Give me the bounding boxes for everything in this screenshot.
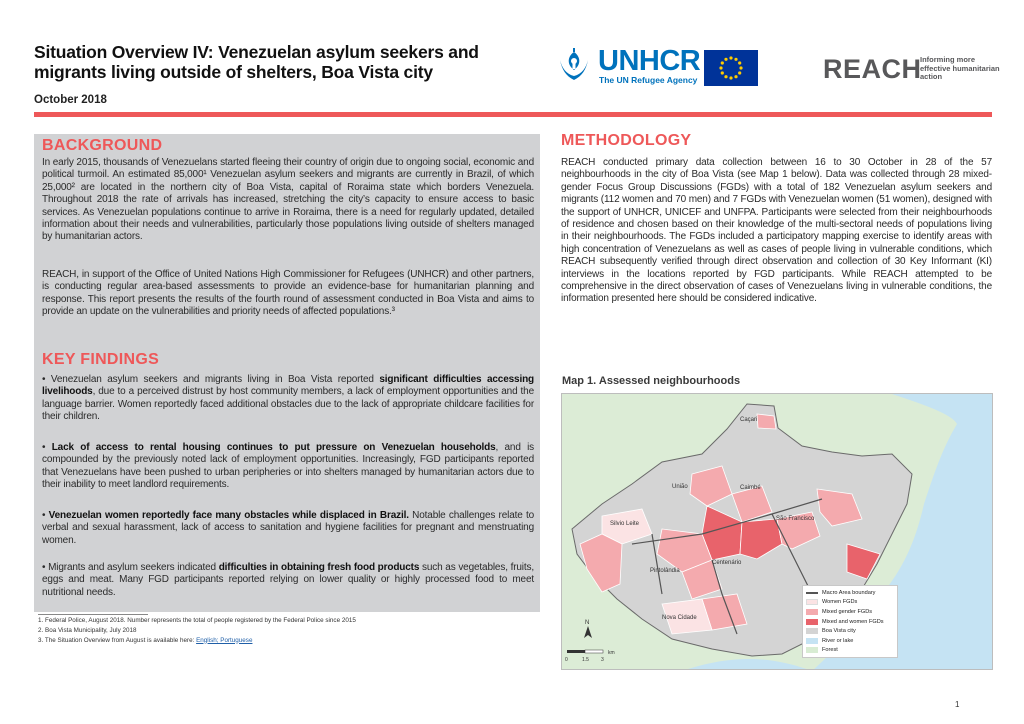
map-label-nova-cidade: Nova Cidade bbox=[662, 615, 697, 621]
legend-swatch bbox=[806, 638, 818, 644]
key-finding-2: • Lack of access to rental housing continues to put pressure on Venezuelan households, and is compounded by the previously noted lack of employment opportunities. Increasingly, FGD participants reported that Venezuelans have been pushed to urban peripheries or into shelters managed by humanitarian actors due to their inability to meet landlord requirements. bbox=[42, 442, 534, 491]
map-label-silvio-leite: Silvio Leite bbox=[610, 521, 640, 527]
key-finding-4: • Migrants and asylum seekers indicated difficulties in obtaining fresh food products such as vegetables, fruits, eggs and meat. Many FGD participants reported relying on lower quality or highly processed food to meet nutritional needs. bbox=[42, 562, 534, 598]
unhcr-logo-text: UNHCR bbox=[598, 45, 701, 77]
map-label-sao-francisco: São Francisco bbox=[776, 516, 815, 522]
map-label-cacari: Caçari bbox=[740, 417, 758, 423]
unhcr-tagline: The UN Refugee Agency bbox=[599, 75, 698, 85]
footnotes bbox=[38, 616, 538, 645]
legend-swatch bbox=[806, 647, 818, 653]
north-label: N bbox=[585, 620, 590, 626]
map-legend bbox=[802, 585, 898, 658]
legend-row: Women FGDs bbox=[806, 598, 894, 608]
page-number: 1 bbox=[955, 700, 960, 709]
methodology-heading: METHODOLOGY bbox=[561, 132, 692, 149]
background-paragraph-1: In early 2015, thousands of Venezuelans started fleeing their country of origin due to ongoing social, economic and political turmoil. An estimated 85,000¹ Venezuelan asylum seekers and migrants are currently in Brazil, of which 25,000² are located in the northern city of Boa Vista, capital of Roraima state which borders Venezuela. Throughout 2018 the rate of arrivals has increased, stretching the city’s capacity to ensure access to basic services. As Venezuelan populations continue to arrive in Roraima, there is a need for regularly updated, detailed information about their needs and vulnerabilities, particularly those populations living outside of shelters managed by humanitarian actors. bbox=[42, 157, 534, 243]
unhcr-emblem-icon bbox=[554, 46, 594, 86]
report-date: October 2018 bbox=[34, 94, 107, 106]
map-canvas bbox=[562, 394, 993, 670]
footnote-divider bbox=[38, 614, 148, 615]
legend-row: Boa Vista city bbox=[806, 626, 894, 636]
key-finding-1: • Venezuelan asylum seekers and migrants living in Boa Vista reported significant difficulties accessing livelihoods, due to a perceived distrust by host community members, a lack of employment opportunities and the language barrier. Women reportedly faced additional obstacles due to the lack of appropriate childcare facilities for their children. bbox=[42, 374, 534, 423]
reach-logo-text: REACH bbox=[823, 54, 922, 84]
eu-flag-icon bbox=[704, 50, 758, 86]
report-title-block bbox=[34, 42, 554, 82]
map-label-centenario: Centenário bbox=[712, 560, 742, 566]
background-paragraph-2: REACH, in support of the Office of United Nations High Commissioner for Refugees (UNHCR) and other partners, is conducting regular area-based assessments to provide an evidence-base for humanitarian planning and response. This report presents the results of the fourth round of assessment conducted in Boa Vista and aims to provide an update on the vulnerabilities and priority needs of affected populations.³ bbox=[42, 269, 534, 318]
svg-text:km: km bbox=[608, 650, 615, 656]
footnote-2: 2. Boa Vista Municipality, July 2018 bbox=[38, 626, 137, 634]
key-finding-3: • Venezuelan women reportedly face many obstacles while displaced in Brazil. Notable challenges relate to verbal and sexual harassment, lack of access to sanitation and hygiene facilities for pregnant and menstruating women. bbox=[42, 510, 534, 546]
legend-row: Macro Area boundary bbox=[806, 588, 894, 598]
background-panel bbox=[34, 134, 540, 612]
reach-tagline: Informing more effective humanitarian action bbox=[920, 55, 1000, 81]
svg-text:3: 3 bbox=[601, 657, 604, 663]
legend-row: Mixed and women FGDs bbox=[806, 617, 894, 627]
legend-swatch bbox=[806, 628, 818, 634]
assessed-neighbourhoods-map bbox=[561, 393, 993, 670]
svg-text:1.5: 1.5 bbox=[582, 657, 589, 663]
map-title: Map 1. Assessed neighbourhoods bbox=[562, 375, 741, 387]
partner-logos bbox=[552, 44, 1002, 90]
map-label-caimbe: Caimbé bbox=[740, 485, 761, 491]
map-label-pintolandia: Pintolândia bbox=[650, 568, 680, 574]
legend-row: Forest bbox=[806, 646, 894, 656]
map-label-uniao: União bbox=[672, 484, 688, 490]
legend-swatch bbox=[806, 609, 818, 615]
background-heading: BACKGROUND bbox=[42, 137, 163, 154]
legend-swatch bbox=[806, 599, 818, 605]
methodology-paragraph: REACH conducted primary data collection between 16 to 30 October in 28 of the 57 neighbourhoods in the city of Boa Vista (see Map 1 below). Data was collected through 28 mixed-gender Focus Group Discussions (FGDs) with a total of 182 Venezuelan asylum seekers and migrants (112 women and 70 men) and 7 FGDs with Venezuelan women (51 women), designed with the support of UNHCR, UNICEF and UNFPA. Participants were selected from their neighbourhoods of residence and chosen based on their knowledge of the multi-sectoral needs of populations living in their neighbourhoods. The FGDs included a participatory mapping exercise to identify areas with high concentration of Venezuelans as well as cases of people living in vulnerable conditions, which REACH subsequently verified through direct observation and collection of 30 Key Informant (KI) interviews in the locations reported by FGD participants. While REACH attempted to be comprehensive in the direct observation of cases of Venezuelans living in vulnerable conditions, the information presented here should be considered indicative. bbox=[561, 157, 992, 305]
legend-row: River or lake bbox=[806, 636, 894, 646]
legend-swatch bbox=[806, 619, 818, 625]
legend-row: Mixed gender FGDs bbox=[806, 607, 894, 617]
neighbourhood-mixed bbox=[757, 414, 776, 429]
report-title: Situation Overview IV: Venezuelan asylum seekers and migrants living outside of shelters, Boa Vista city bbox=[34, 42, 479, 82]
header-divider bbox=[34, 112, 992, 117]
key-findings-heading: KEY FINDINGS bbox=[42, 351, 160, 368]
svg-text:0: 0 bbox=[565, 657, 568, 663]
footnote-1: 1. Federal Police, August 2018. Number represents the total of people registered by the Federal Police since 2015 bbox=[38, 617, 356, 624]
footnote-3: 3. The Situation Overview from August is available here: English; Portuguese bbox=[38, 636, 253, 644]
footnote-3-link[interactable]: English; Portuguese bbox=[196, 636, 253, 644]
legend-swatch bbox=[806, 592, 818, 594]
